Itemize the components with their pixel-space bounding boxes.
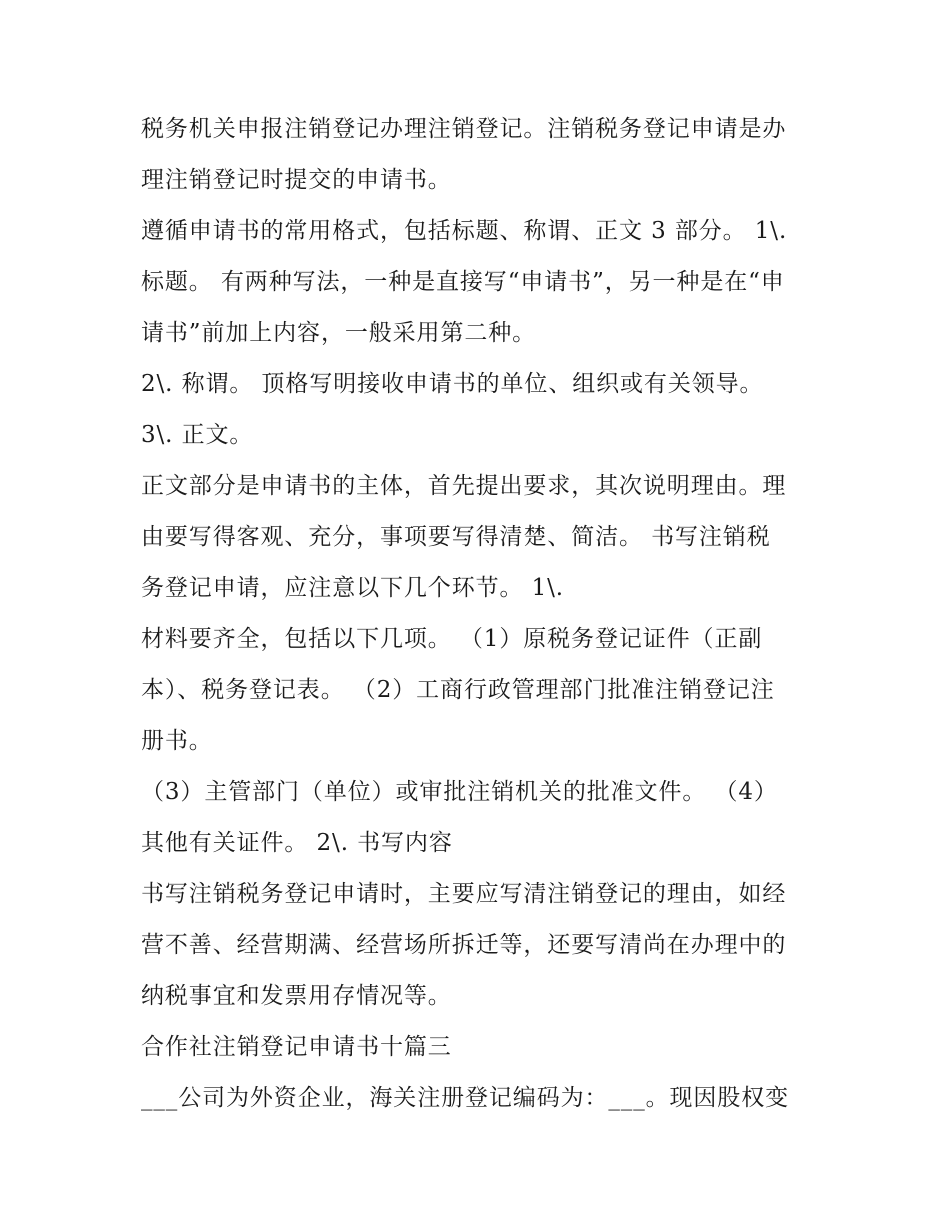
document-body xyxy=(141,104,831,1124)
text-line: 正文部分是申请书的主体，首先提出要求，其次说明理由。理 xyxy=(141,473,787,499)
text-line: 营不善、经营期满、经营场所拆迁等，还要写清尚在办理中的 xyxy=(141,932,787,958)
text-line: 税务机关申报注销登记办理注销登记。注销税务登记申请是办 xyxy=(141,116,787,142)
text-line: 务登记申请，应注意以下几个环节。 1\. xyxy=(141,575,565,601)
text-line: 其他有关证件。 2\. 书写内容 xyxy=(141,830,453,856)
text-line: 册书。 xyxy=(141,728,213,754)
text-line: ___公司为外资企业，海关注册登记编码为：___。现因股权变 xyxy=(141,1085,789,1111)
text-line: 书写注销税务登记申请时，主要应写清注销登记的理由，如经 xyxy=(141,881,787,907)
section-heading: 合作社注销登记申请书十篇三 xyxy=(141,1034,452,1060)
text-line: 由要写得客观、充分，事项要写得清楚、简洁。 书写注销税 xyxy=(141,524,771,550)
text-line: 遵循申请书的常用格式，包括标题、称谓、正文 3 部分。 1\. xyxy=(141,218,788,244)
text-line: 本）、税务登记表。 （2）工商行政管理部门批准注销登记注 xyxy=(141,677,775,703)
text-line: 请书”前加上内容，一般采用第二种。 xyxy=(141,320,537,346)
text-line: 3\. 正文。 xyxy=(141,422,254,448)
text-line: （3）主管部门（单位）或审批注销机关的批准文件。 （4） xyxy=(141,779,778,805)
text-line: 2\. 称谓。 顶格写明接收申请书的单位、组织或有关领导。 xyxy=(141,371,764,397)
text-line: 材料要齐全，包括以下几项。 （1）原税务登记证件（正副 xyxy=(141,626,763,652)
text-line: 标题。 有两种写法，一种是直接写“申请书”，另一种是在“申 xyxy=(141,269,785,295)
text-line: 理注销登记时提交的申请书。 xyxy=(141,167,452,193)
text-line: 纳税事宜和发票用存情况等。 xyxy=(141,983,452,1009)
